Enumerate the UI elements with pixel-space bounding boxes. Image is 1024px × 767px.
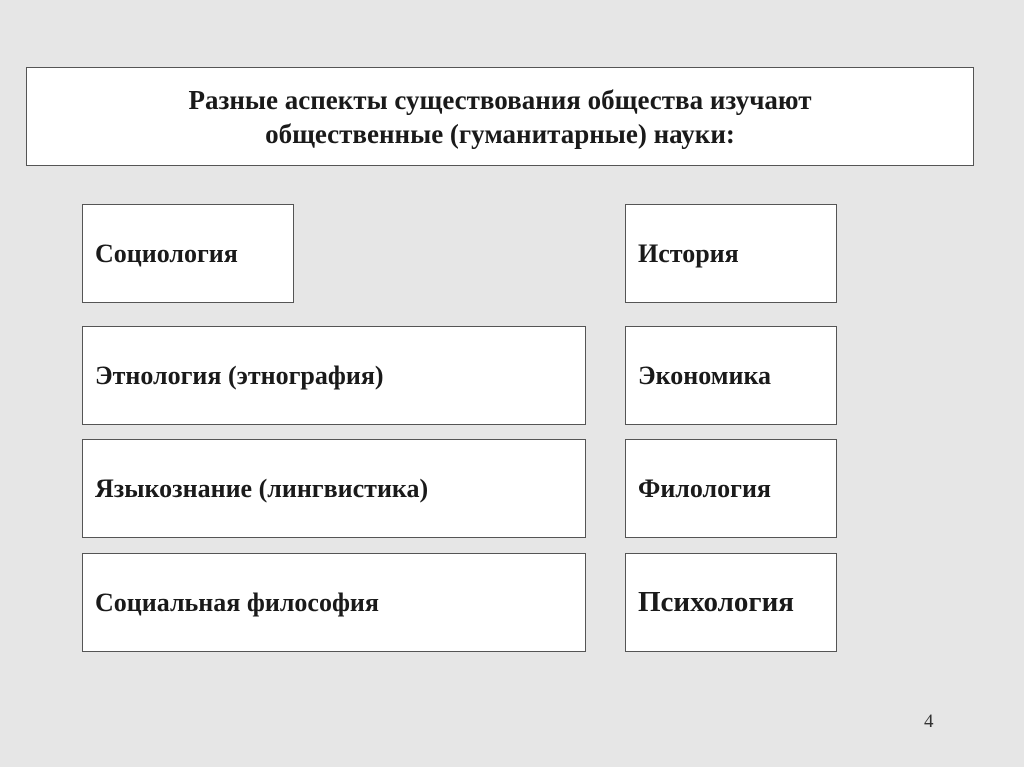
title-box bbox=[26, 67, 974, 166]
science-label: Экономика bbox=[638, 360, 772, 390]
science-label: Психология bbox=[638, 586, 794, 618]
science-label: Этнология (этнография) bbox=[95, 360, 384, 390]
slide-title bbox=[189, 83, 812, 151]
science-box-philology bbox=[625, 439, 837, 538]
science-box-sociology bbox=[82, 204, 294, 303]
science-box-social-philosophy bbox=[82, 553, 586, 652]
science-label: Филология bbox=[638, 473, 771, 503]
science-label: Социальная философия bbox=[95, 587, 379, 617]
science-label: Языкознание (лингвистика) bbox=[95, 473, 429, 503]
science-label: История bbox=[638, 238, 739, 268]
page-number: 4 bbox=[924, 711, 934, 732]
science-box-linguistics bbox=[82, 439, 586, 538]
title-line-2: общественные (гуманитарные) науки: bbox=[265, 118, 735, 149]
title-line-1: Разные аспекты существования общества изучают bbox=[188, 84, 812, 115]
science-box-ethnology bbox=[82, 326, 586, 425]
science-box-economics bbox=[625, 326, 837, 425]
science-box-psychology bbox=[625, 553, 837, 652]
science-label: Социология bbox=[95, 238, 238, 268]
science-box-history bbox=[625, 204, 837, 303]
